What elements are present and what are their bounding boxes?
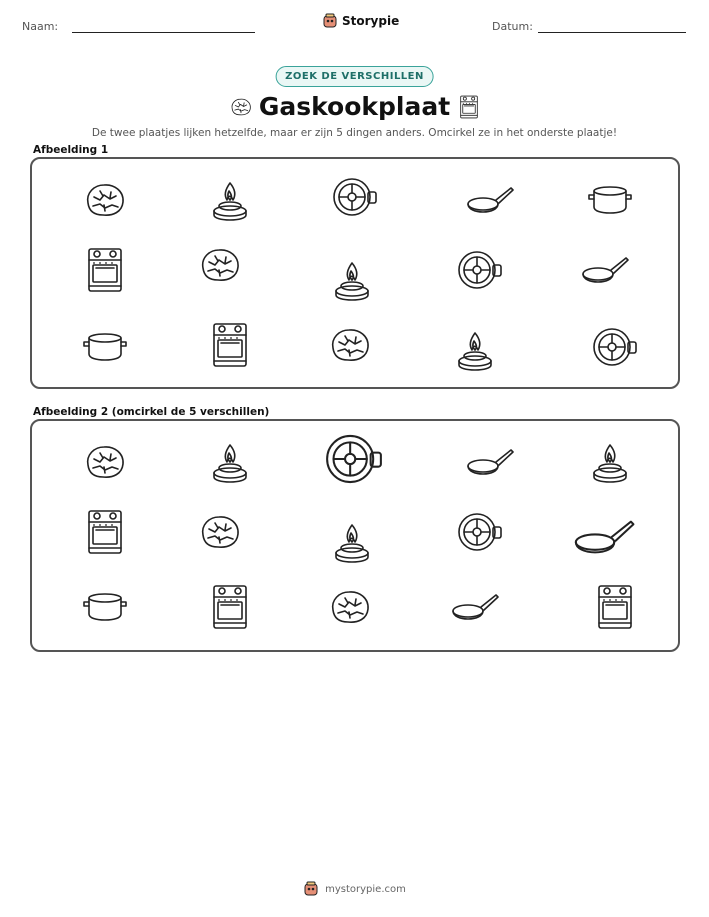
pan-icon[interactable] [465, 175, 515, 225]
knob-icon[interactable] [330, 172, 380, 222]
rock-icon[interactable] [325, 582, 375, 632]
instructions: De twee plaatjes lijken hetzelfde, maar er zijn 5 dingen anders. Omcirkel ze in het onderste plaatje! [91, 127, 618, 139]
pot-icon[interactable] [585, 175, 635, 225]
page-title: Gaskookplaat [258, 92, 451, 121]
pot-icon[interactable] [80, 582, 130, 632]
footer [0, 881, 709, 897]
burner-icon[interactable] [585, 437, 635, 487]
storypie-mascot-icon [303, 881, 319, 897]
burner-icon[interactable] [327, 517, 377, 567]
picture1-label: Afbeelding 1 [33, 144, 109, 156]
date-label: Datum: [492, 20, 533, 33]
picture2-label: Afbeelding 2 (omcirkel de 5 verschillen) [33, 406, 270, 418]
burner-icon[interactable] [205, 175, 255, 225]
rock-icon[interactable] [80, 437, 130, 487]
rock-icon[interactable] [80, 175, 130, 225]
date-line[interactable] [538, 32, 686, 33]
stove-icon[interactable] [80, 507, 130, 557]
rock-icon[interactable] [195, 240, 245, 290]
stove-icon[interactable] [590, 582, 640, 632]
stove-icon[interactable] [205, 320, 255, 370]
name-line[interactable] [72, 32, 255, 33]
knob-icon[interactable] [322, 427, 386, 491]
footer-url: mystorypie.com [325, 883, 406, 895]
knob-icon[interactable] [590, 322, 640, 372]
pot-icon[interactable] [80, 322, 130, 372]
stove-icon[interactable] [205, 582, 255, 632]
brand-name: Storypie [342, 14, 400, 28]
knob-icon[interactable] [455, 507, 505, 557]
burner-icon[interactable] [327, 255, 377, 305]
burner-icon[interactable] [205, 437, 255, 487]
storypie-mascot-icon [322, 13, 338, 29]
stove-icon[interactable] [80, 245, 130, 295]
name-label: Naam: [22, 20, 59, 33]
pan-icon[interactable] [450, 582, 500, 632]
brand-logo [322, 13, 399, 29]
burner-icon[interactable] [450, 325, 500, 375]
rock-icon[interactable] [195, 507, 245, 557]
stove-icon [456, 94, 482, 120]
activity-badge: ZOEK DE VERSCHILLEN [275, 66, 434, 87]
rock-icon[interactable] [325, 320, 375, 370]
pan-icon[interactable] [580, 245, 630, 295]
knob-icon[interactable] [455, 245, 505, 295]
pan-icon[interactable] [572, 505, 636, 569]
pan-icon[interactable] [465, 437, 515, 487]
